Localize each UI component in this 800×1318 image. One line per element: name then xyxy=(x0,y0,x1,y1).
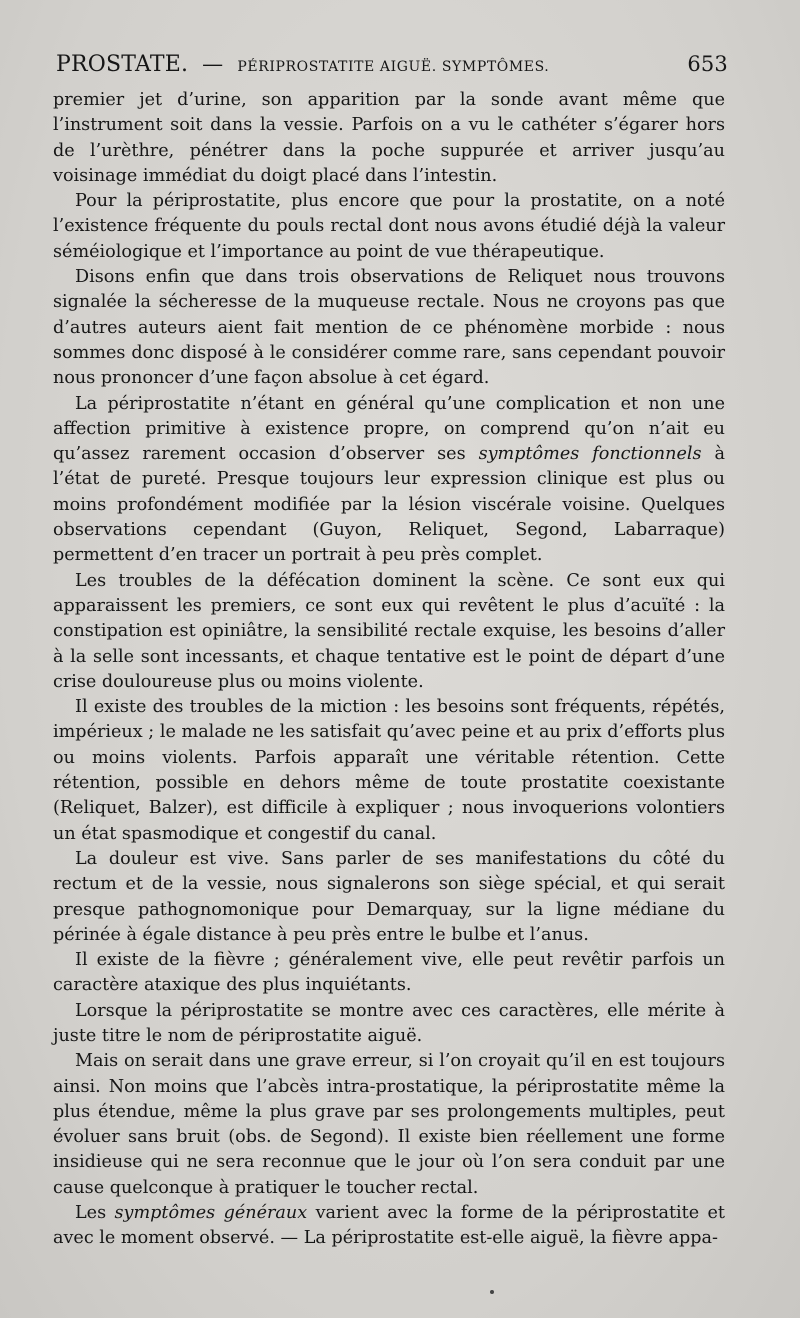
text-run: Disons enfin que dans trois observations de Reliquet nous trouvons signalée la sécheresse de la muqueuse rectale. Nous ne croyons pas que d’autres auteurs aient fait mention de ce phénomène morbide : nous sommes donc disposé à le considérer comme rare, sans cependant pouvoir nous prononcer d’une façon absolue à cet égard. xyxy=(53,267,725,389)
text-run: La douleur est vive. Sans parler de ses manifestations du côté du rectum et de la vessie, nous signalerons son siège spécial, et qui serait presque pathognomonique pour Demarquay, sur la ligne médiane du périnée à égale distance à peu près entre le bulbe et l’anus. xyxy=(53,848,725,945)
paragraph xyxy=(53,1049,725,1201)
page-body-text xyxy=(53,88,725,1252)
text-run: varient avec la forme de la périprostatite et avec le moment observé. — La périprostatite est-elle aiguë, la fièvre appa- xyxy=(53,1203,725,1249)
paragraph xyxy=(53,695,725,847)
paragraph xyxy=(53,948,725,999)
header-title: PROSTATE. xyxy=(56,52,189,77)
italic-term: symptômes généraux xyxy=(114,1203,308,1224)
text-run: Il existe des troubles de la miction : les besoins sont fréquents, répétés, impérieux ; le malade ne les satisfait qu’avec peine et au prix d’efforts plus ou moins violents. Parfois apparaît une véritable rétention. Cette rétention, possible en dehors même de toute prostatite coexistante (Reliquet, Balzer), est difficile à expliquer ; nous invoquerions volontiers un état spasmodique et congestif du canal. xyxy=(53,697,725,844)
paragraph xyxy=(53,88,725,189)
ink-speck xyxy=(490,1290,494,1294)
text-run: Les troubles de la défécation dominent la scène. Ce sont eux qui apparaissent les premiers, ce sont eux qui revêtent le plus d’acuïté : la constipation est opiniâtre, la sensibilité rectale exquise, les besoins d’aller à la selle sont incessants, et chaque tentative est le point de départ d’une crise douloureuse plus ou moins violente. xyxy=(53,570,725,692)
italic-term: symptômes fonctionnels xyxy=(478,444,702,465)
text-run: Mais on serait dans une grave erreur, si l’on croyait qu’il en est toujours ainsi. Non moins que l’abcès intra-prostatique, la périprostatite même la plus étendue, même la plus grave par ses prolongements multiples, peut évoluer sans bruit (obs. de Segond). Il existe bien réellement une forme insidieuse qui ne sera reconnue que le jour où l’on sera conduit par une cause quelconque à pratiquer le toucher rectal. xyxy=(53,1051,725,1198)
paragraph xyxy=(53,1201,725,1252)
paragraph xyxy=(53,847,725,948)
text-run: La périprostatite n’étant en général qu’une complication et non une affection primitive à existence propre, on comprend qu’on n’ait eu qu’assez rarement occasion d’observer ses xyxy=(53,393,725,465)
text-run: Pour la périprostatite, plus encore que pour la prostatite, on a noté l’existence fréquente du pouls rectal dont nous avons étudié déjà la valeur séméiologique et l’importance au point de vue thérapeutique. xyxy=(53,191,725,262)
text-run: Les xyxy=(75,1203,115,1224)
text-run: à l’état de pureté. Presque toujours leur expression clinique est plus ou moins profondément modifiée par la lésion viscérale voisine. Quelques observations cependant (Guyon, Reliquet, Segond, Labarraque) permettent d’en tracer un portrait à peu près complet. xyxy=(53,444,725,566)
text-run: Lorsque la périprostatite se montre avec ces caractères, elle mérite à juste titre le nom de périprostatite aiguë. xyxy=(53,1000,725,1046)
paragraph xyxy=(53,265,725,391)
running-header xyxy=(56,52,728,82)
text-run: premier jet d’urine, son apparition par la sonde avant même que l’instrument soit dans la vessie. Parfois on a vu le cathéter s’égarer hors de l’urèthre, pénétrer dans la poche suppurée et arriver jusqu’au voisinage immédiat du doigt placé dans l’intestin. xyxy=(53,90,725,186)
paragraph xyxy=(53,392,725,569)
text-run: Il existe de la fièvre ; généralement vive, elle peut revêtir parfois un caractère ataxique des plus inquiétants. xyxy=(53,950,725,996)
page-number: 653 xyxy=(687,52,728,76)
header-dash: — xyxy=(202,52,224,76)
header-subtitle: PÉRIPROSTATITE AIGUË. SYMPTÔMES. xyxy=(237,59,550,75)
paragraph xyxy=(53,189,725,265)
paragraph xyxy=(53,999,725,1050)
paragraph xyxy=(53,569,725,695)
